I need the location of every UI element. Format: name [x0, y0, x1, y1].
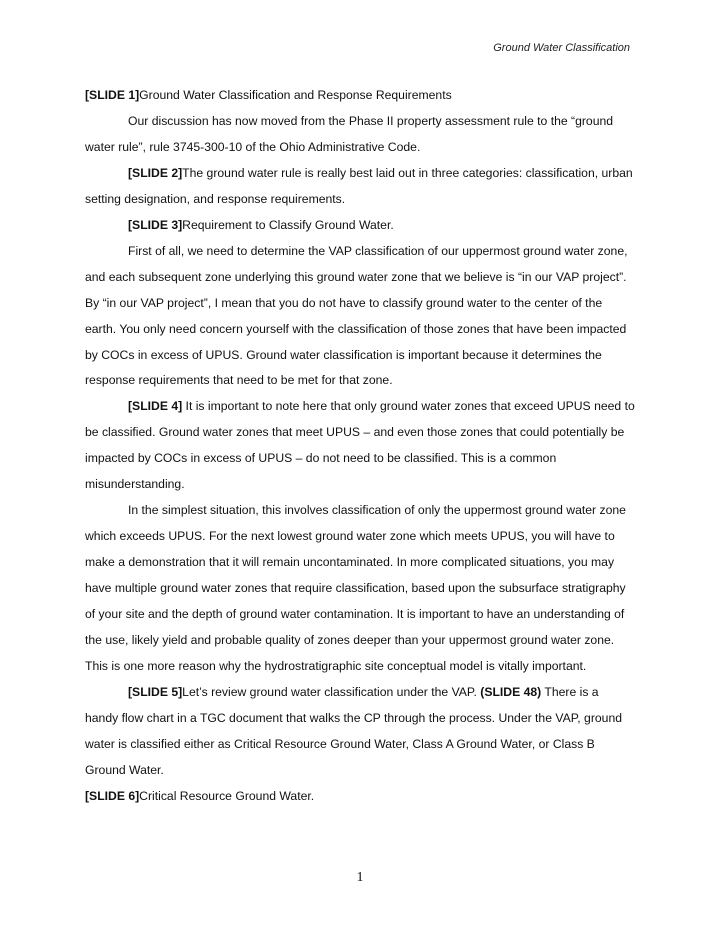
paragraph [85, 83, 635, 109]
paragraph [85, 394, 635, 498]
document-body [85, 83, 635, 810]
paragraph-text: Critical Resource Ground Water. [139, 788, 315, 803]
paragraph [85, 109, 635, 161]
paragraph [85, 213, 635, 239]
paragraph [85, 680, 635, 784]
paragraph-text: Our discussion has now moved from the Phase II property assessment rule to the “ground water rule”, rule 3745-300-10 of the Ohio Administrative Code. [85, 113, 614, 154]
paragraph-text: It is important to note here that only ground water zones that exceed UPUS need to be classified. Ground water zones that meet UPUS – and even those zones that could potentially be impacted by COCs in excess of UPUS – do not need to be classified. This is a common misunderstanding. [85, 399, 635, 492]
slide-marker: [SLIDE 6] [85, 788, 140, 803]
paragraph-text: Ground Water Classification and Response Requirements [139, 88, 452, 102]
running-header: Ground Water Classification [493, 42, 630, 54]
paragraph [85, 784, 635, 810]
paragraph-text: First of all, we need to determine the VAP classification of our uppermost ground water zone, and each subsequent zone underlying this ground water zone that we believe is “in our VAP project”. By “in our VAP project”, I mean that you do not have to classify ground water to the center of the earth. You only need concern yourself with the classification of those zones that have been impacted by COCs in excess of UPUS. Ground water classification is important because it determines the response requirements that need to be met for that zone. [85, 243, 628, 388]
slide-marker: [SLIDE 2] [128, 165, 183, 180]
slide-marker: [SLIDE 5] [128, 684, 183, 699]
paragraph-text: There is a handy flow chart in a TGC document that walks the CP through the process. Under the VAP, ground water is classified either as Critical Resource Ground Water, Class A Ground Water, or Class B Ground Water. [85, 684, 623, 777]
paragraph [85, 498, 635, 680]
paragraph-text: The ground water rule is really best laid out in three categories: classification, urban setting designation, and response requirements. [85, 165, 633, 206]
slide-marker: (SLIDE 48) [480, 684, 542, 699]
paragraph-text: In the simplest situation, this involves classification of only the uppermost ground water zone which exceeds UPUS. For the next lowest ground water zone which meets UPUS, you will have to make a demonstration that it will remain uncontaminated. In more complicated situations, you may have multiple ground water zones that require classification, based upon the subsurface stratigraphy of your site and the depth of ground water contamination. It is important to have an understanding of the use, likely yield and probable quality of zones deeper than your uppermost ground water zone. This is one more reason why the hydrostratigraphic site conceptual model is vitally important. [85, 503, 626, 673]
slide-marker: [SLIDE 1] [85, 88, 140, 102]
paragraph [85, 161, 635, 213]
paragraph-text: Let’s review ground water classification under the VAP. [182, 684, 481, 699]
paragraph-text: Requirement to Classify Ground Water. [182, 217, 394, 232]
slide-marker: [SLIDE 4] [128, 399, 183, 414]
paragraph [85, 239, 635, 395]
page-number: 1 [356, 870, 364, 885]
slide-marker: [SLIDE 3] [128, 217, 183, 232]
